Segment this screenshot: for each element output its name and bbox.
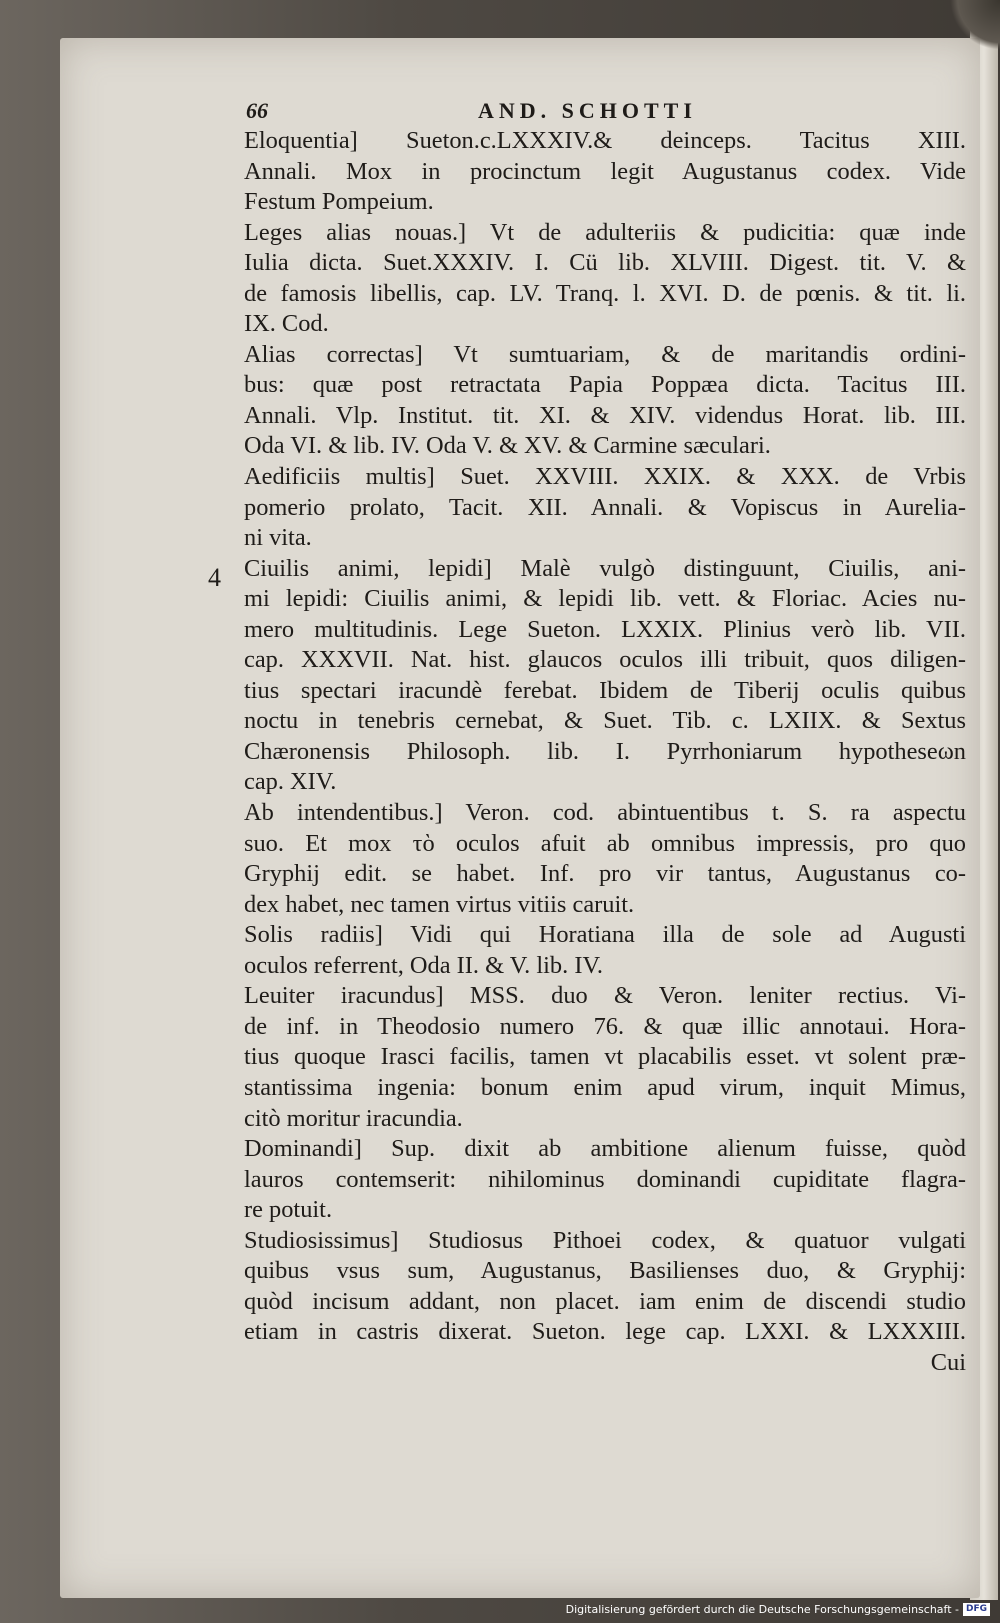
dfg-logo: DFG xyxy=(963,1603,990,1616)
footer-credit: Digitalisierung gefördert durch die Deutsche Forschungsgemeinschaft - xyxy=(565,1602,959,1616)
text-line: Dominandi] Sup. dixit ab ambitione alienum fuisse, quòd xyxy=(244,1135,966,1163)
text-line: citò moritur iracundia. xyxy=(244,1104,463,1132)
text-line: etiam in castris dixerat. Sueton. lege cap. LXXI. & LXXXIII. xyxy=(244,1318,966,1346)
text-line: Ciuilis animi, lepidi] Malè vulgò distinguunt, Ciuilis, ani- xyxy=(244,554,966,582)
running-head: AND. SCHOTTI xyxy=(478,98,697,123)
text-line: quibus vsus sum, Augustanus, Basilienses duo, & Gryphij: xyxy=(244,1257,966,1285)
digitization-footer xyxy=(566,1601,990,1617)
text-line: cap. XIV. xyxy=(244,768,337,796)
text-line: de famosis libellis, cap. LV. Tranq. l. XVI. D. de pœnis. & tit. li. xyxy=(244,279,966,307)
text-line: Chæronensis Philosoph. lib. I. Pyrrhoniarum hypotheseωn xyxy=(244,737,966,765)
text-line: re potuit. xyxy=(244,1196,333,1224)
text-line: Oda VI. & lib. IV. Oda V. & XV. & Carmine sæculari. xyxy=(244,432,771,460)
text-line: Gryphij edit. se habet. Inf. pro vir tantus, Augustanus co- xyxy=(244,860,966,888)
text-line: cap. XXXVII. Nat. hist. glaucos oculos illi tribuit, quos diligen- xyxy=(244,646,966,674)
text-line: bus: quæ post retractata Papia Poppæa dicta. Tacitus III. xyxy=(244,371,966,399)
margin-note-number: 4 xyxy=(208,563,221,592)
text-line: Leges alias nouas.] Vt de adulteriis & pudicitia: quæ inde xyxy=(244,218,966,246)
text-line: lauros contemserit: nihilominus dominandi cupiditate flagra- xyxy=(244,1165,966,1193)
text-line: Studiosissimus] Studiosus Pithoei codex, & quatuor vulgati xyxy=(244,1226,966,1254)
text-line: ni vita. xyxy=(244,524,312,552)
text-line: Ab intendentibus.] Veron. cod. abintuentibus t. S. ra aspectu xyxy=(244,799,966,827)
catchword: Cui xyxy=(930,1348,966,1376)
text-line: Alias correctas] Vt sumtuariam, & de maritandis ordini- xyxy=(244,340,966,368)
page-number: 66 xyxy=(246,98,268,123)
text-line: Annali. Mox in procinctum legit Augustanus codex. Vide xyxy=(244,157,966,185)
text-line: Solis radiis] Vidi qui Horatiana illa de sole ad Augusti xyxy=(244,921,966,949)
scan-corner xyxy=(950,0,1000,50)
text-line: IX. Cod. xyxy=(244,310,329,338)
page-body xyxy=(244,126,966,1378)
text-line: quòd incisum addant, non placet. iam enim de discendi studio xyxy=(244,1287,966,1315)
text-line: Festum Pompeium. xyxy=(244,188,434,216)
text-line: Aedificiis multis] Suet. XXVIII. XXIX. & XXX. de Vrbis xyxy=(244,463,966,491)
text-line: tius spectari iracundè ferebat. Ibidem de Tiberij oculis quibus xyxy=(244,676,966,704)
text-line: tius quoque Irasci facilis, tamen vt placabilis esset. vt solent præ- xyxy=(244,1043,966,1071)
text-line: de inf. in Theodosio numero 76. & quæ illic annotaui. Hora- xyxy=(244,1012,966,1040)
text-line: dex habet, nec tamen virtus vitiis caruit. xyxy=(244,890,635,918)
text-line: pomerio prolato, Tacit. XII. Annali. & Vopiscus in Aurelia- xyxy=(244,493,966,521)
text-line: Eloquentia] Sueton.c.LXXXIV.& deinceps. Tacitus XIII. xyxy=(244,127,966,154)
text-line: stantissima ingenia: bonum enim apud virum, inquit Mimus, xyxy=(244,1073,966,1101)
text-line: suo. Et mox τὸ oculos afuit ab omnibus impressis, pro quo xyxy=(244,829,966,857)
text-line: Iulia dicta. Suet.XXXIV. I. Cü lib. XLVIII. Digest. tit. V. & xyxy=(244,249,966,277)
text-line: mero multitudinis. Lege Sueton. LXXIX. Plinius verò lib. VII. xyxy=(244,615,966,643)
text-line: mi lepidi: Ciuilis animi, & lepidi lib. vett. & Floriac. Acies nu- xyxy=(244,585,966,613)
text-line: Annali. Vlp. Institut. tit. XI. & XIV. videndus Horat. lib. III. xyxy=(244,401,966,429)
text-line: noctu in tenebris cernebat, & Suet. Tib. c. LXIIX. & Sextus xyxy=(244,707,966,735)
text-line: oculos referrent, Oda II. & V. lib. IV. xyxy=(244,951,604,979)
text-line: Leuiter iracundus] MSS. duo & Veron. leniter rectius. Vi- xyxy=(244,982,966,1010)
page-header xyxy=(246,98,966,128)
